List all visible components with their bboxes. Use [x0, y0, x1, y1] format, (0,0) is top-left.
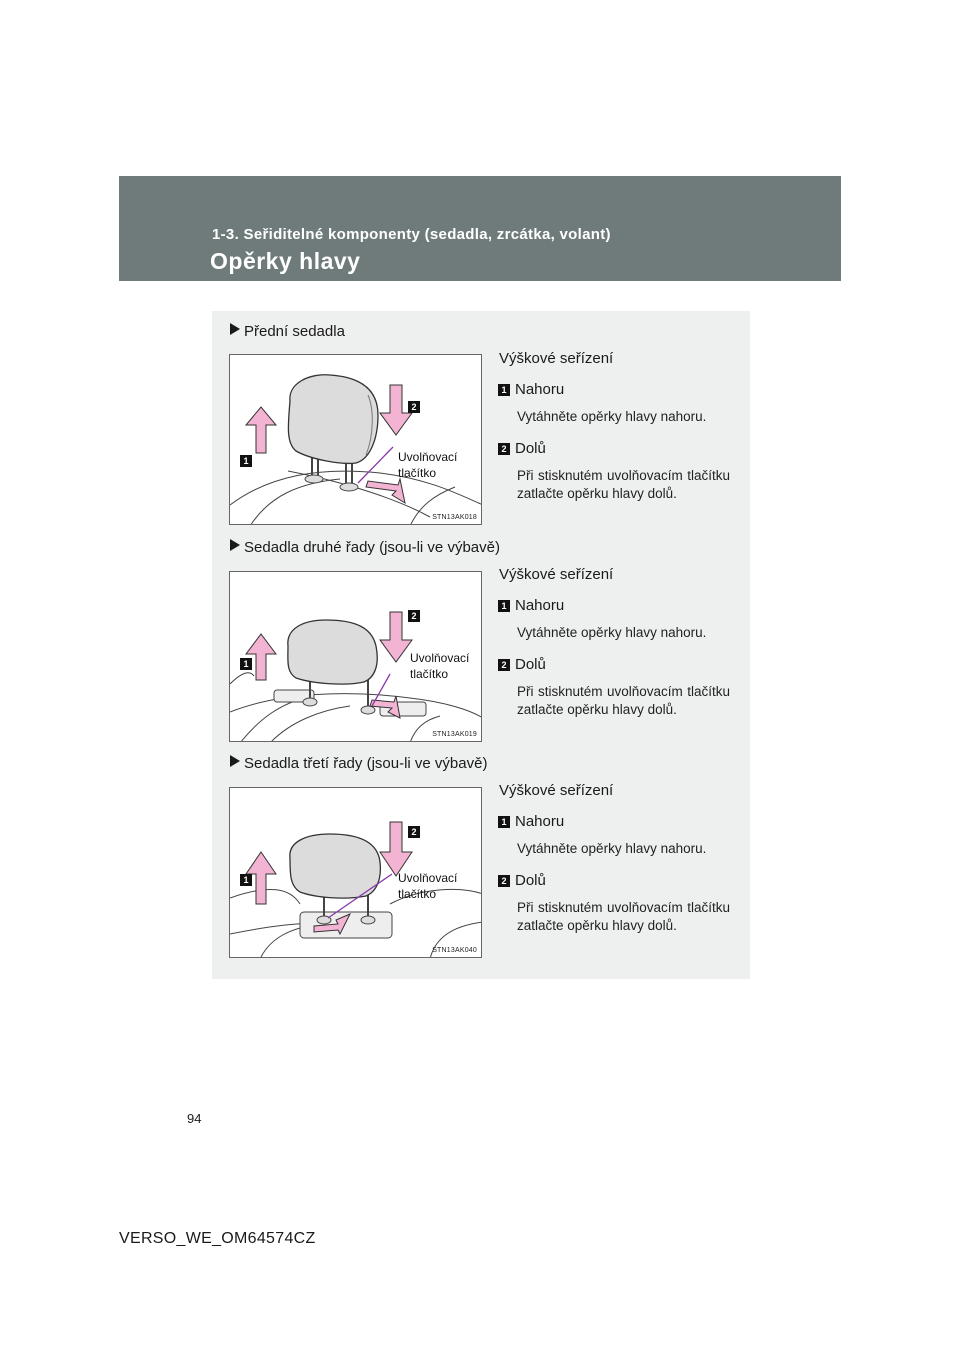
figure-badge-down: 2	[408, 401, 420, 413]
item-down-text: Při stisknutém uvolňovacím tlačítku zatlačte opěrku hlavy dolů.	[517, 468, 730, 501]
figure-badge-up: 1	[240, 874, 252, 886]
adjust-title: Výškové seřízení	[499, 566, 614, 583]
triangle-bullet-icon	[230, 755, 240, 767]
figure-second-row-headrest	[229, 571, 482, 742]
adjust-title: Výškové seřízení	[499, 350, 614, 367]
section-description-front	[498, 350, 730, 503]
figure-code: STN13AK018	[432, 514, 477, 521]
headrest-illustration	[230, 355, 482, 525]
item-badge: 1	[498, 384, 510, 396]
figure-third-row-headrest	[229, 787, 482, 958]
item-badge: 2	[498, 659, 510, 671]
item-badge: 2	[498, 443, 510, 455]
item-down-text: Při stisknutém uvolňovacím tlačítku zatlačte opěrku hlavy dolů.	[517, 684, 730, 717]
item-down: 2 Dolů	[498, 656, 730, 673]
document-code: VERSO_WE_OM64574CZ	[119, 1230, 316, 1247]
page-header	[119, 176, 841, 281]
release-button-callout: Uvolňovací tlačítko	[398, 450, 458, 480]
figure-badge-up: 1	[240, 455, 252, 467]
item-badge: 1	[498, 600, 510, 612]
item-badge: 2	[498, 875, 510, 887]
page-title: Opěrky hlavy	[210, 248, 361, 274]
item-down: 2 Dolů	[498, 440, 730, 457]
figure-front-headrest	[229, 354, 482, 525]
figure-code: STN13AK019	[432, 731, 477, 738]
item-up: 1 Nahoru	[498, 381, 730, 398]
section-description-second-row	[498, 566, 730, 719]
item-up-text: Vytáhněte opěrky hlavy nahoru.	[517, 625, 707, 640]
page-number: 94	[187, 1111, 202, 1126]
figure-badge-down: 2	[408, 610, 420, 622]
figure-code: STN13AK040	[432, 947, 477, 954]
section-heading-front: Přední sedadla	[230, 323, 345, 340]
adjust-title: Výškové seřízení	[499, 782, 614, 799]
section-heading-second-row: Sedadla druhé řady (jsou-li ve výbavě)	[230, 539, 500, 556]
release-button-callout: Uvolňovací tlačítko	[410, 651, 470, 681]
item-down-text: Při stisknutém uvolňovacím tlačítku zatlačte opěrku hlavy dolů.	[517, 900, 730, 933]
release-button-callout: Uvolňovací tlačítko	[398, 871, 458, 901]
item-badge: 1	[498, 816, 510, 828]
triangle-bullet-icon	[230, 539, 240, 551]
item-up: 1 Nahoru	[498, 813, 730, 830]
figure-badge-down: 2	[408, 826, 420, 838]
item-up-text: Vytáhněte opěrky hlavy nahoru.	[517, 409, 707, 424]
item-down: 2 Dolů	[498, 872, 730, 889]
item-up: 1 Nahoru	[498, 597, 730, 614]
section-heading-third-row: Sedadla třetí řady (jsou-li ve výbavě)	[230, 755, 487, 772]
chapter-title: 1-3. Seřiditelné komponenty (sedadla, zrcátka, volant)	[212, 226, 611, 243]
content-panel	[212, 311, 750, 979]
triangle-bullet-icon	[230, 323, 240, 335]
figure-badge-up: 1	[240, 658, 252, 670]
section-description-third-row	[498, 782, 730, 935]
item-up-text: Vytáhněte opěrky hlavy nahoru.	[517, 841, 707, 856]
